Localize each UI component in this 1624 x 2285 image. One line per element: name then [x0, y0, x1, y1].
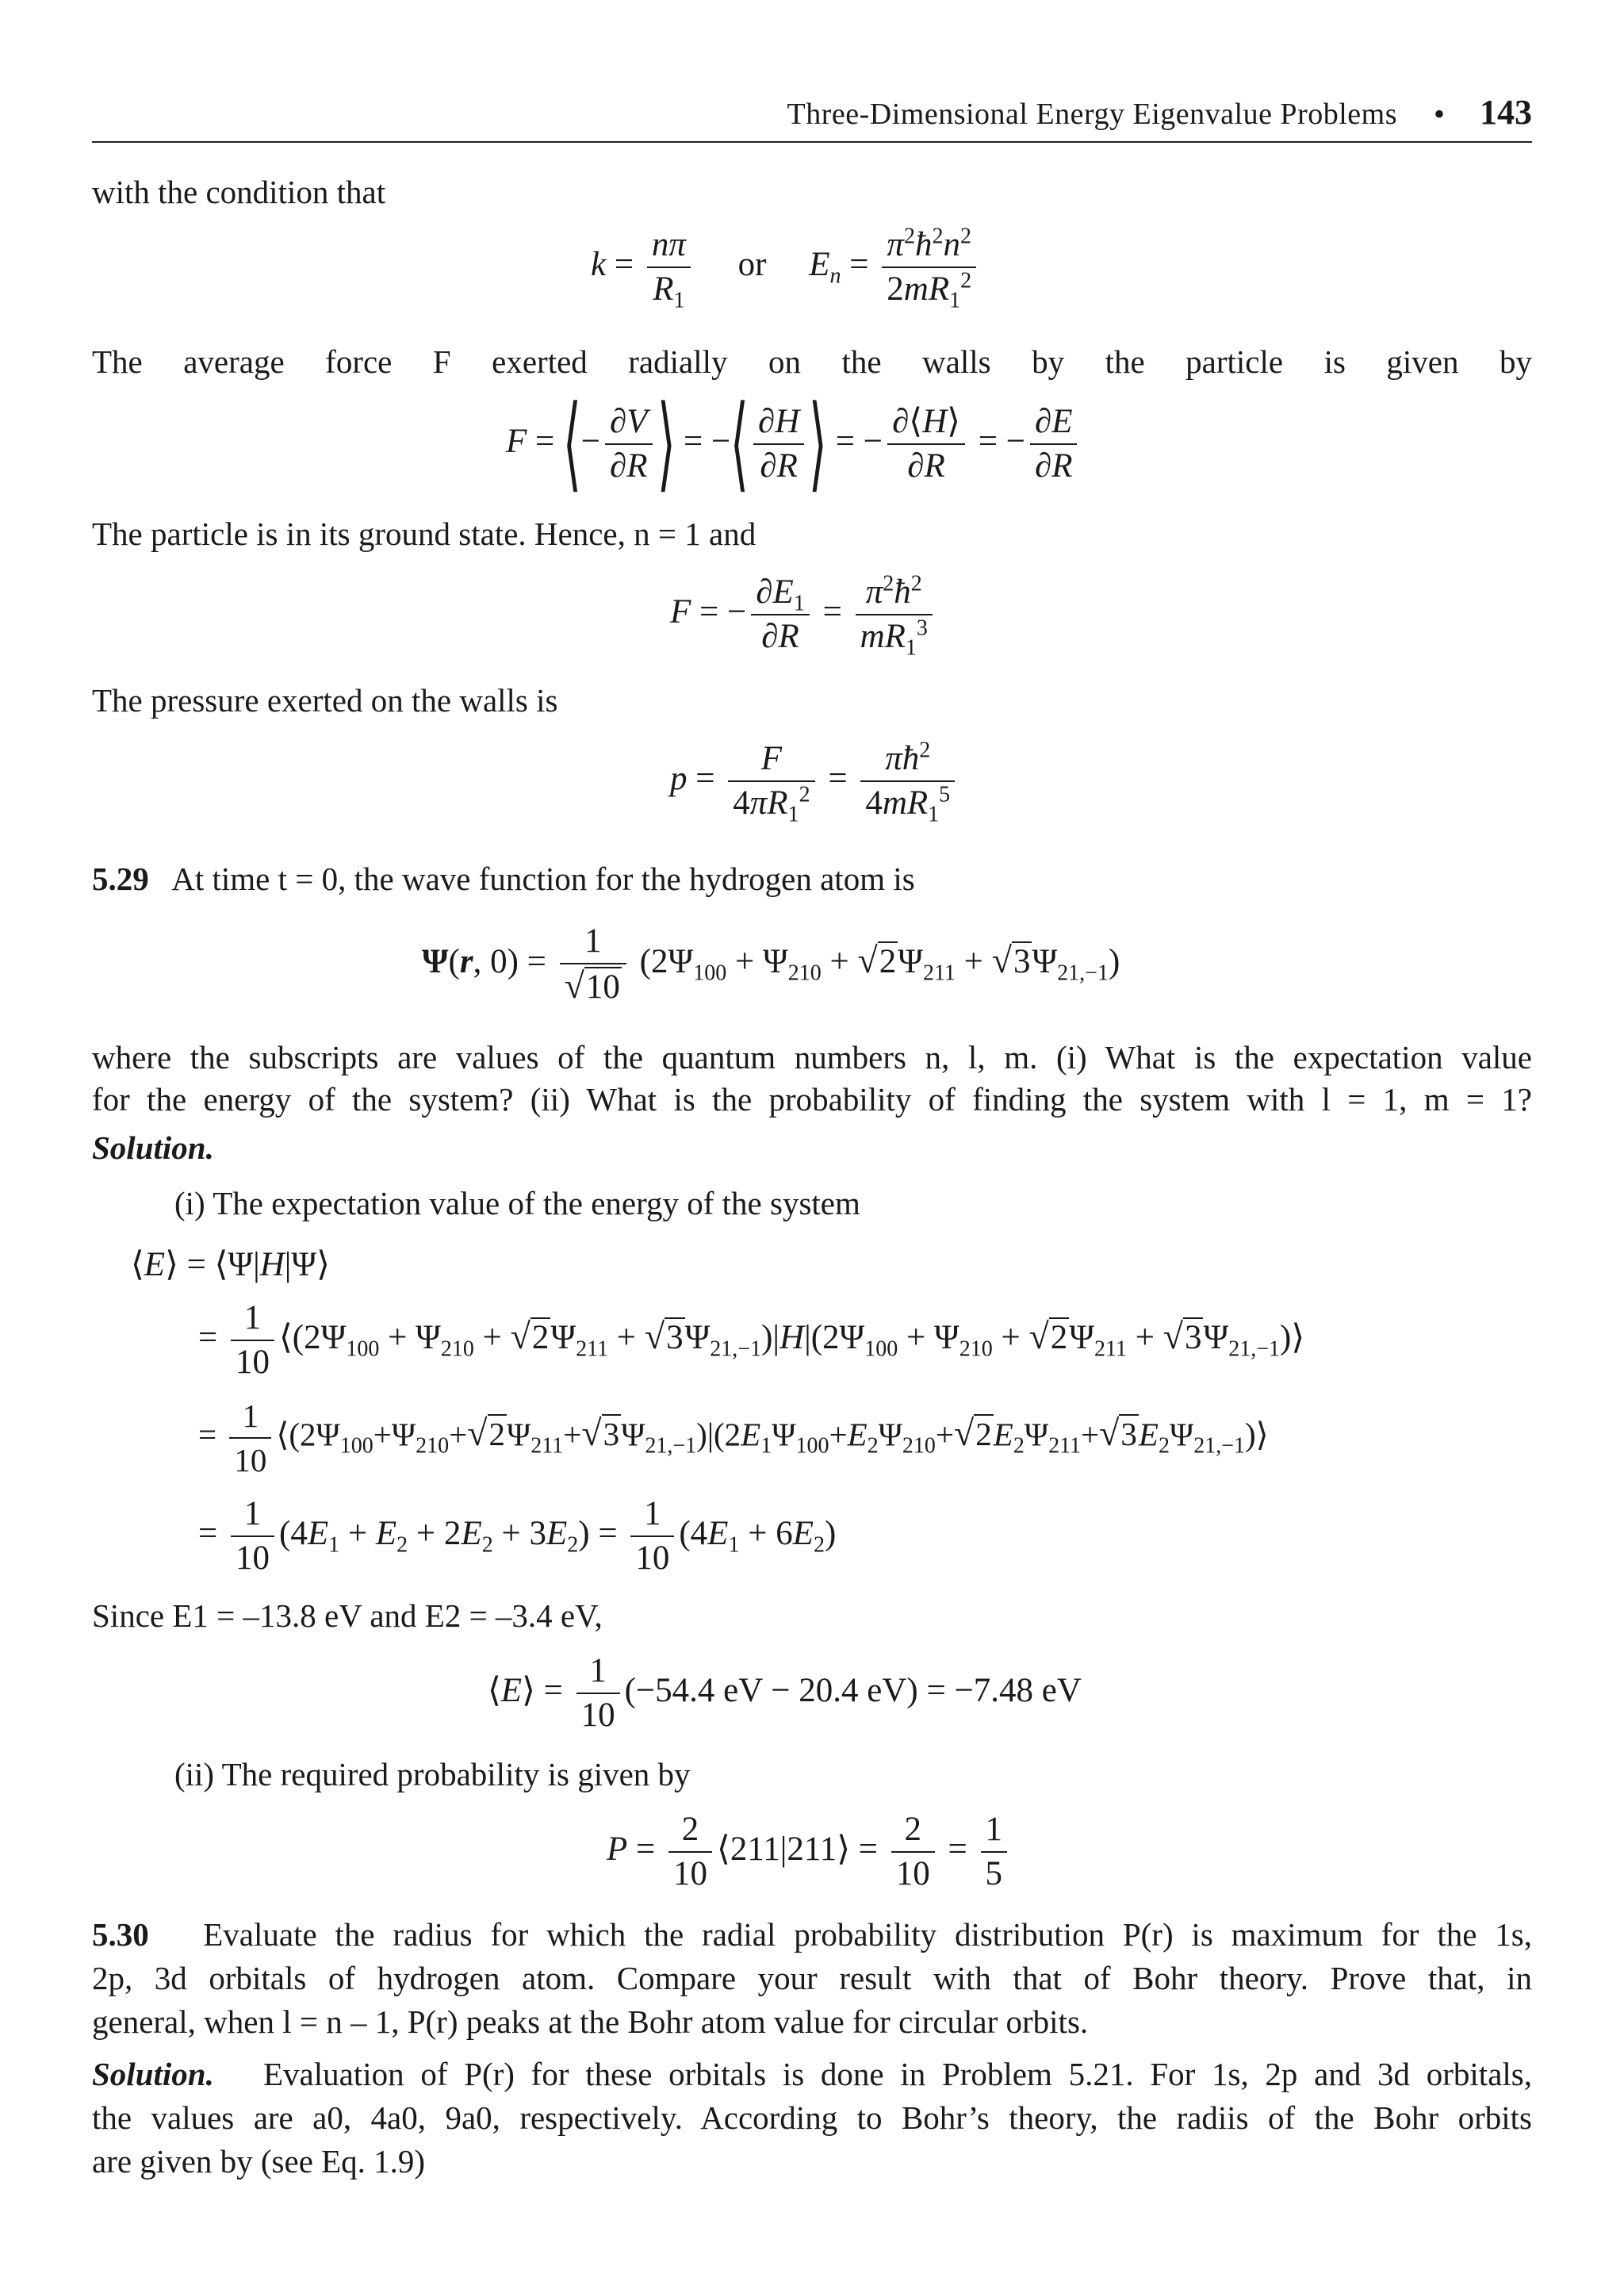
header-bullet: •: [1433, 96, 1445, 132]
equation-k-energy: k = $\frac{n\pi}{R_1}$ or $E_n$ = $\frac{\pi^2ħ^2n^2}{2mR_1^2}$: [591, 224, 981, 311]
solution-label: Solution.: [92, 1129, 214, 1166]
equation-E-line1: = $\frac{1}{10}$ $⟨(2\Psi_{100} + \Psi_{210} + √2\Psi_{211} + √3\Psi_{21,-1})|H|(2\Psi_{100} + \Psi_{210} + √2\Psi_{211}$ + $√3\Psi_{21,-1})⟩$: [198, 1297, 1304, 1384]
running-title: Three-Dimensional Energy Eigenvalue Problems: [787, 98, 1397, 131]
equation-force: F = ⟨− $\frac{\partial V}{\partial R}$ ⟩ = −⟨ $\frac{\partial H}{\partial R}$ ⟩ = − $\frac{\partial⟨H⟩}{\partial R}$ = − $\frac{\partial E}{\partial R}$: [506, 401, 1082, 488]
equation-E-value: ⟨E⟩ = $\frac{1}{10}$ (−54.4 eV − 20.4 eV) = −7.48 eV: [488, 1650, 1082, 1737]
solution-5-30-line3: are given by (see Eq. 1.9): [92, 2143, 426, 2180]
text-solution-ii: (ii) The required probability is given by: [174, 1756, 691, 1792]
problem-5-30-line3: general, when l = n – 1, P(r) peaks at the Bohr atom value for circular orbits.: [92, 2003, 1089, 2040]
problem-5-29: [92, 857, 1532, 901]
text-solution-i: (i) The expectation value of the energy of the system: [174, 1185, 860, 1221]
text-pressure: The pressure exerted on the walls is: [92, 682, 558, 719]
text-where-2: for the energy of the system? (ii) What is the probability of finding the system with l = 1, m = 1?: [92, 1081, 1532, 1118]
solution-5-30-line2: the values are a0, 4a0, 9a0, respectively. According to Bohr’s theory, the radiis of the Bohr orbits: [92, 2099, 1532, 2136]
equation-E-line3: = $\frac{1}{10}$ $(4E_1 + E_2 + 2E_2 + 3E_2)$ = $\frac{1}{10}$ $(4E_1 + 6E_2)$: [198, 1493, 836, 1580]
text-since: Since E1 = –13.8 eV and E2 = –3.4 eV,: [92, 1597, 603, 1634]
equation-probability: P = $\frac{2}{10}$ ⟨211|211⟩ = $\frac{2}{10}$ = $\frac{1}{5}$: [607, 1808, 1012, 1896]
equation-E-line2: = $\frac{1}{10}$ $⟨(2\Psi_{100}+\Psi_{210}+√2\Psi_{211}+√3\Psi_{21,-1})|(2E_1\Psi_{100}+E_2\Psi_{210}+√2E_2\Psi_{211}+√3E_2\Psi_{21,-1})⟩$: [198, 1394, 1269, 1482]
text-where-1: where the subscripts are values of the quantum numbers n, l, m. (i) What is the expectation value: [92, 1039, 1532, 1075]
problem-5-30-text-1: Evaluate the radius for which the radial probability distribution P(r) is maximum for the 1s,: [203, 1916, 1532, 1953]
problem-5-29-text: At time t = 0, the wave function for the hydrogen atom is: [171, 861, 915, 897]
text-ground-state: The particle is in its ground state. Hence, n = 1 and: [92, 516, 756, 552]
equation-pressure: p = $\frac{F}{4\pi R_1^2}$ = $\frac{\pi ħ^2}{4mR_1^5}$: [670, 738, 959, 825]
text-average-force: The average force F exerted radially on the walls by the particle is given by: [92, 343, 1532, 380]
solution-5-30-text-1: Evaluation of P(r) for these orbitals is done in Problem 5.21. For 1s, 2p and 3d orbitals,: [263, 2056, 1532, 2092]
problem-5-30-line1: [92, 1913, 1532, 1957]
equation-wavefunction: Ψ(r, 0) = $\frac{1}{√10}$ $(2\Psi_{100} + \Psi_{210} + √2\Psi_{211} + √3\Psi_{21,-1})$: [422, 920, 1120, 1009]
running-header: [92, 89, 1532, 143]
page-number: 143: [1480, 93, 1532, 132]
equation-force-ground: F = − $\frac{\partial E_1}{\partial R}$ = $\frac{\pi^2ħ^2}{mR_1^3}$: [670, 571, 937, 658]
problem-5-30-line2: 2p, 3d orbitals of hydrogen atom. Compare your result with that of Bohr theory. Prove that, in: [92, 1960, 1532, 1996]
solution-5-30-line1: [92, 2053, 1532, 2096]
equation-E-line0: ⟨E⟩ = ⟨Ψ|H|Ψ⟩: [131, 1246, 330, 1283]
problem-number-5-30: 5.30: [92, 1916, 149, 1953]
solution-5-30-label: Solution.: [92, 2056, 214, 2092]
problem-number-5-29: 5.29: [92, 861, 149, 897]
text-with-condition: with the condition that: [92, 174, 386, 210]
